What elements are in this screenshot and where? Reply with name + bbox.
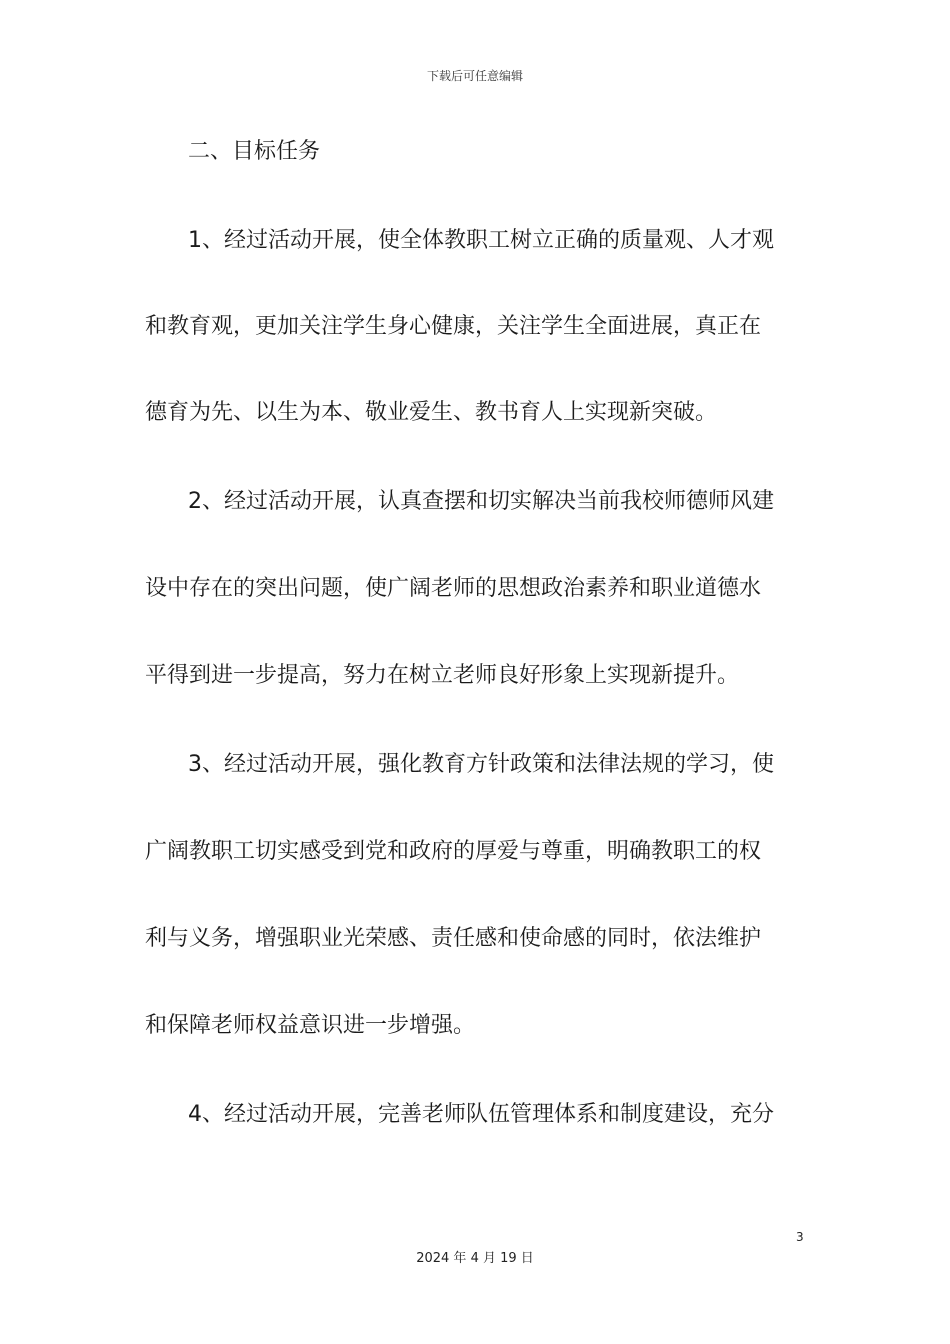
page-footer-date: 2024 年 4 月 19 日 [416, 1251, 534, 1266]
paragraph-3-line-4: 和保障老师权益意识进一步增强。 [145, 1013, 476, 1038]
section-heading: 二、目标任务 [188, 139, 321, 164]
paragraph-1-line-2: 和教育观，更加关注学生身心健康，关注学生全面进展，真正在 [145, 314, 762, 339]
paragraph-2-line-1: 2、经过活动开展，认真查摆和切实解决当前我校师德师风建 [188, 489, 774, 514]
paragraph-4-line-1: 4、经过活动开展，完善老师队伍管理体系和制度建设，充分 [188, 1102, 774, 1127]
paragraph-3-line-3: 利与义务，增强职业光荣感、责任感和使命感的同时，依法维护 [145, 926, 762, 951]
paragraph-2-line-2: 设中存在的突出问题，使广阔老师的思想政治素养和职业道德水 [145, 576, 762, 601]
paragraph-3-line-1: 3、经过活动开展，强化教育方针政策和法律法规的学习，使 [188, 752, 774, 777]
paragraph-2-line-3: 平得到进一步提高，努力在树立老师良好形象上实现新提升。 [145, 663, 740, 688]
paragraph-1-line-3: 德育为先、以生为本、敬业爱生、教书育人上实现新突破。 [145, 400, 718, 425]
paragraph-3-line-2: 广阔教职工切实感受到党和政府的厚爱与尊重，明确教职工的权 [145, 839, 762, 864]
paragraph-1-line-1: 1、经过活动开展，使全体教职工树立正确的质量观、人才观 [188, 228, 774, 253]
page-number: 3 [796, 1230, 804, 1244]
page-header: 下载后可任意编辑 [426, 69, 523, 83]
